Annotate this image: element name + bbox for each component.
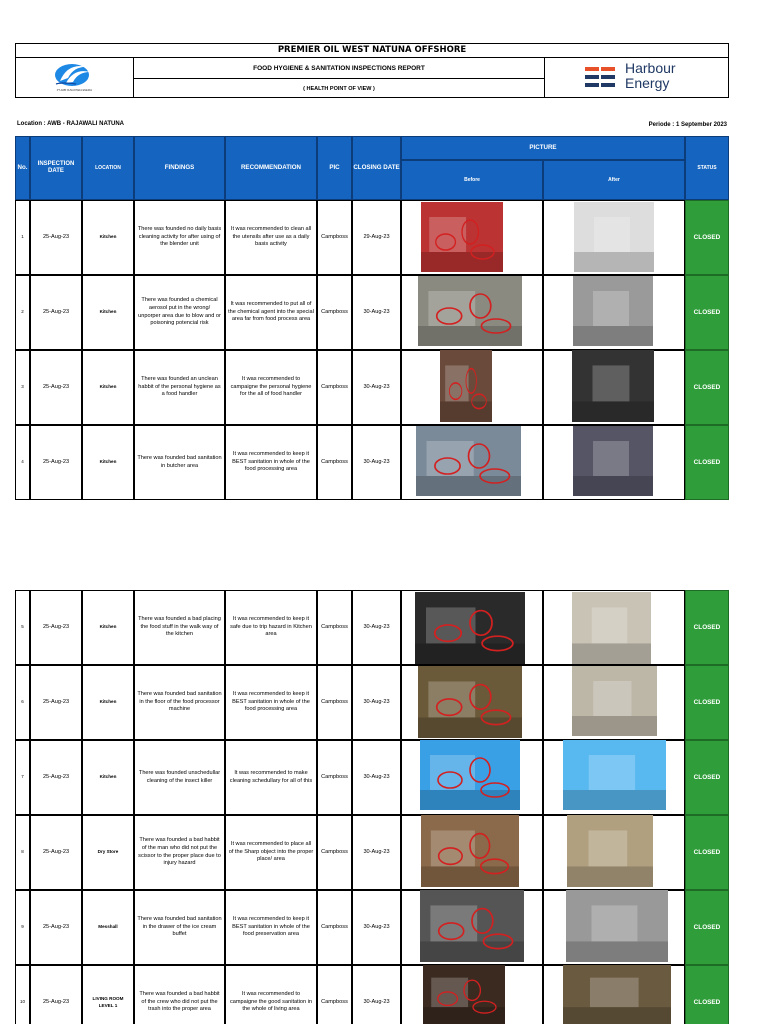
cell-location: Kitchen <box>82 740 134 815</box>
cell-no: 1 <box>15 200 30 275</box>
cell-date: 25-Aug-23 <box>30 740 82 815</box>
cell-findings: There was founded an unclean habbit of the personal hygiene as a food handler <box>134 350 225 425</box>
cell-pic: Campboss <box>317 665 352 740</box>
cell-date: 25-Aug-23 <box>30 350 82 425</box>
status-badge: CLOSED <box>685 350 729 425</box>
harbour-bars-icon <box>583 64 623 94</box>
cell-findings: There was founded bad sanitation in the drawer of the ice cream buffet <box>134 890 225 965</box>
cell-no: 9 <box>15 890 30 965</box>
cell-no: 4 <box>15 425 30 500</box>
cell-date: 25-Aug-23 <box>30 965 82 1024</box>
cell-location: Dry Store <box>82 815 134 890</box>
cell-location: LIVING ROOM LEVEL 1 <box>82 965 134 1024</box>
company-title: PREMIER OIL WEST NATUNA OFFSHORE <box>16 44 728 58</box>
cell-closing: 30-Aug-23 <box>352 815 401 890</box>
cell-recommendation: It was recommended to clean all the utensils after use as a daily basis activity <box>225 200 317 275</box>
cell-no: 6 <box>15 665 30 740</box>
cell-no: 2 <box>15 275 30 350</box>
cell-pic: Campboss <box>317 890 352 965</box>
cell-closing: 30-Aug-23 <box>352 350 401 425</box>
cell-pic: Campboss <box>317 275 352 350</box>
awb-logo <box>16 58 134 97</box>
cell-findings: There was founded bad sanitation in butcher area <box>134 425 225 500</box>
hands-after-photo <box>572 350 654 422</box>
col-no: No. <box>15 136 30 200</box>
status-badge: CLOSED <box>685 590 729 665</box>
col-location: LOCATION <box>82 136 134 200</box>
col-picture: PICTURE <box>401 136 685 160</box>
cell-recommendation: It was recommended to keep it BEST sanitation in whole of the food processing area <box>225 425 317 500</box>
status-badge: CLOSED <box>685 740 729 815</box>
cell-no: 7 <box>15 740 30 815</box>
cell-recommendation: It was recommended to make cleaning schedullary for all of this <box>225 740 317 815</box>
col-findings: FINDINGS <box>134 136 225 200</box>
blender-before-photo <box>421 202 503 272</box>
col-inspection-date: INSPECTION DATE <box>30 136 82 200</box>
cell-pic: Campboss <box>317 965 352 1024</box>
cell-location: Kitchen <box>82 590 134 665</box>
harbour-logo-line2: Energy <box>625 75 670 91</box>
status-badge: CLOSED <box>685 890 729 965</box>
cell-location: Kitchen <box>82 200 134 275</box>
col-closing-date: CLOSING DATE <box>352 136 401 200</box>
cell-closing: 30-Aug-23 <box>352 665 401 740</box>
blender-after-photo <box>574 202 654 272</box>
col-before: Before <box>401 160 543 200</box>
cell-date: 25-Aug-23 <box>30 890 82 965</box>
cell-findings: There was founded a chemical aerosol put in the wrong/ unporper area due to blow and or poisoning potencial risk <box>134 275 225 350</box>
cell-date: 25-Aug-23 <box>30 665 82 740</box>
walkway-after-photo <box>572 592 651 664</box>
scissor-before-photo <box>421 815 519 887</box>
col-status: STATUS <box>685 136 729 200</box>
cell-pic: Campboss <box>317 740 352 815</box>
cell-date: 25-Aug-23 <box>30 275 82 350</box>
col-pic: PIC <box>317 136 352 200</box>
cell-location: Kitchen <box>82 425 134 500</box>
cell-recommendation: It was recommended to campaigne the personal hygiene for the all of food handler <box>225 350 317 425</box>
harbour-energy-logo <box>544 58 728 97</box>
cell-findings: There was founded a bad habbit of the man who did not put the scissor to the proper place due to injury hazard <box>134 815 225 890</box>
cell-recommendation: It was recommended to campaigne the good sanitation in the whole of living area <box>225 965 317 1024</box>
insect-killer-after-photo <box>563 740 666 810</box>
status-badge: CLOSED <box>685 665 729 740</box>
cell-closing: 30-Aug-23 <box>352 890 401 965</box>
insect-killer-before-photo <box>420 740 520 810</box>
awb-swoosh-icon <box>16 58 134 98</box>
cell-no: 3 <box>15 350 30 425</box>
drawer-before-photo <box>420 890 524 962</box>
cell-closing: 30-Aug-23 <box>352 965 401 1024</box>
cell-pic: Campboss <box>317 350 352 425</box>
walkway-before-photo <box>415 592 525 664</box>
cell-location: Kitchen <box>82 665 134 740</box>
cell-closing: 29-Aug-23 <box>352 200 401 275</box>
machine-floor-before-photo <box>418 666 522 738</box>
cell-recommendation: It was recommended to keep it BEST sanitation in whole of the food processing area <box>225 665 317 740</box>
cell-no: 8 <box>15 815 30 890</box>
cell-date: 25-Aug-23 <box>30 590 82 665</box>
cell-closing: 30-Aug-23 <box>352 590 401 665</box>
location-label: Location : AWB - RAJAWALI NATUNA <box>17 121 124 127</box>
aerosol-after-photo <box>573 276 653 346</box>
cell-date: 25-Aug-23 <box>30 815 82 890</box>
awb-logo-caption: PT AWB NUSANTARA ENERGI <box>56 89 93 92</box>
cell-recommendation: It was recommended to keep it BEST sanitation in whole of the food preservation area <box>225 890 317 965</box>
hands-before-photo <box>440 350 492 422</box>
cell-pic: Campboss <box>317 590 352 665</box>
cell-recommendation: It was recommended to put all of the chemical agent into the special area far from food process area <box>225 275 317 350</box>
harbour-logo-line1: Harbour <box>625 60 676 76</box>
cell-closing: 30-Aug-23 <box>352 275 401 350</box>
trash-after-photo <box>563 965 671 1024</box>
scissor-after-photo <box>567 815 653 887</box>
report-header <box>15 43 729 98</box>
cell-findings: There was founded a bad habbit of the crew who did not put the trash into the proper area <box>134 965 225 1024</box>
aerosol-before-photo <box>418 276 522 346</box>
cell-pic: Campboss <box>317 200 352 275</box>
trash-before-photo <box>423 965 505 1024</box>
cell-no: 5 <box>15 590 30 665</box>
status-badge: CLOSED <box>685 965 729 1024</box>
cell-recommendation: It was recommended to place all of the Sharp object into the proper place/ area <box>225 815 317 890</box>
cell-pic: Campboss <box>317 815 352 890</box>
status-badge: CLOSED <box>685 815 729 890</box>
cell-date: 25-Aug-23 <box>30 200 82 275</box>
cell-location: Kitchen <box>82 275 134 350</box>
butcher-before-photo <box>416 426 521 496</box>
cell-pic: Campboss <box>317 425 352 500</box>
cell-findings: There was founded a bad placing the food stuff in the walk way of the kitchen <box>134 590 225 665</box>
status-badge: CLOSED <box>685 200 729 275</box>
cell-date: 25-Aug-23 <box>30 425 82 500</box>
cell-no: 10 <box>15 965 30 1024</box>
report-title: FOOD HYGIENE & SANITATION INSPECTIONS REPORT <box>134 58 544 79</box>
report-subtitle: ( HEALTH POINT OF VIEW ) <box>303 86 375 92</box>
cell-closing: 30-Aug-23 <box>352 740 401 815</box>
status-badge: CLOSED <box>685 425 729 500</box>
cell-findings: There was founded unschedullar cleaning of the insect killer <box>134 740 225 815</box>
period-label: Periode : 1 September 2023 <box>648 122 727 128</box>
drawer-after-photo <box>566 890 668 962</box>
cell-location: Kitchen <box>82 350 134 425</box>
cell-findings: There was founded bad sanitation in the floor of the food processor machine <box>134 665 225 740</box>
col-recommendation: RECOMMENDATION <box>225 136 317 200</box>
cell-recommendation: It was recommended to keep it safe due to trip hazard in Kitchen area <box>225 590 317 665</box>
butcher-after-photo <box>573 426 653 496</box>
machine-floor-after-photo <box>572 666 657 736</box>
col-after: After <box>543 160 685 200</box>
status-badge: CLOSED <box>685 275 729 350</box>
cell-location: Messhall <box>82 890 134 965</box>
cell-closing: 30-Aug-23 <box>352 425 401 500</box>
cell-findings: There was founded no daily basis cleaning activity for after using of the blender unit <box>134 200 225 275</box>
